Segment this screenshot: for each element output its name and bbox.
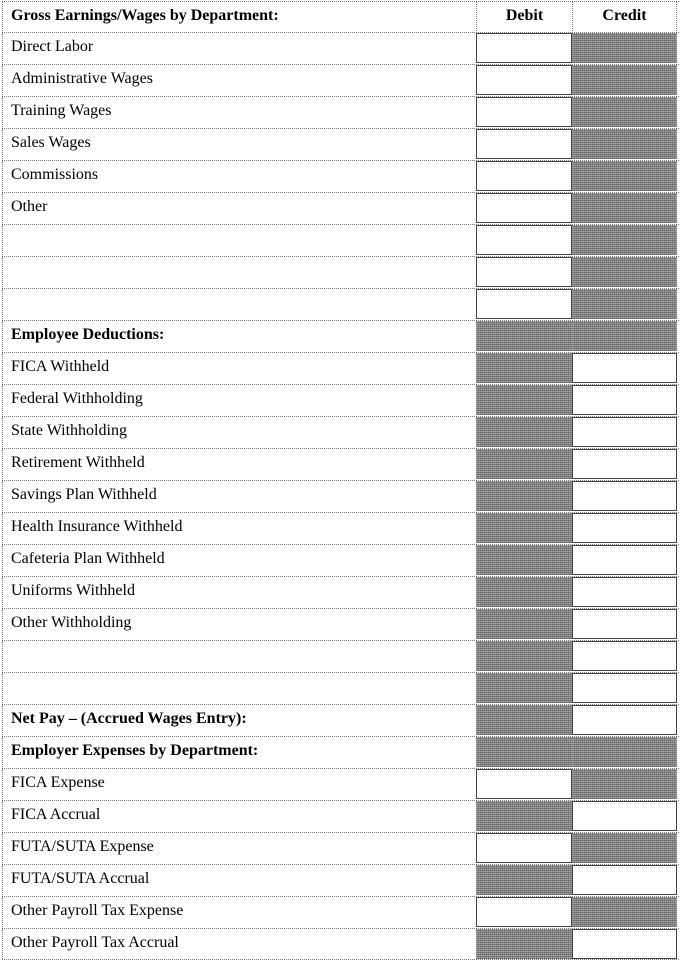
table-row xyxy=(2,352,679,383)
table-row xyxy=(2,128,679,159)
debit-entry-field[interactable] xyxy=(476,161,572,191)
section-header-row xyxy=(2,736,679,767)
table-row xyxy=(2,864,679,895)
debit-shaded-cell xyxy=(476,417,572,447)
table-row xyxy=(2,64,679,95)
row-label xyxy=(2,257,476,287)
credit-entry-field[interactable] xyxy=(572,481,677,511)
row-label xyxy=(2,641,476,671)
credit-shaded-cell xyxy=(572,289,677,319)
credit-entry-field[interactable] xyxy=(572,545,677,575)
table-row xyxy=(2,192,679,223)
debit-entry-field[interactable] xyxy=(476,897,572,927)
table-row xyxy=(2,224,679,255)
row-label: Health Insurance Withheld xyxy=(2,513,476,543)
debit-shaded-cell xyxy=(476,321,572,351)
payroll-journal-form xyxy=(2,1,679,961)
credit-shaded-cell xyxy=(572,33,677,63)
table-row xyxy=(2,416,679,447)
row-label: Other xyxy=(2,193,476,223)
credit-shaded-cell xyxy=(572,737,677,767)
debit-shaded-cell xyxy=(476,641,572,671)
credit-entry-field[interactable] xyxy=(572,385,677,415)
table-header-row xyxy=(2,1,679,31)
table-row xyxy=(2,448,679,479)
section-title: Employee Deductions: xyxy=(2,321,476,351)
row-label: Uniforms Withheld xyxy=(2,577,476,607)
debit-entry-field[interactable] xyxy=(476,97,572,127)
credit-shaded-cell xyxy=(572,769,677,799)
credit-shaded-cell xyxy=(572,65,677,95)
row-label: Direct Labor xyxy=(2,33,476,63)
credit-shaded-cell xyxy=(572,225,677,255)
table-row xyxy=(2,96,679,127)
credit-shaded-cell xyxy=(572,257,677,287)
credit-shaded-cell xyxy=(572,161,677,191)
row-label: Commissions xyxy=(2,161,476,191)
table-row xyxy=(2,640,679,671)
debit-entry-field[interactable] xyxy=(476,769,572,799)
credit-entry-field[interactable] xyxy=(572,609,677,639)
row-label: Federal Withholding xyxy=(2,385,476,415)
row-label: FUTA/SUTA Expense xyxy=(2,833,476,863)
credit-entry-field[interactable] xyxy=(572,417,677,447)
debit-entry-field[interactable] xyxy=(476,225,572,255)
credit-entry-field[interactable] xyxy=(572,865,677,895)
debit-shaded-cell xyxy=(476,609,572,639)
row-label xyxy=(2,673,476,703)
row-label: FICA Withheld xyxy=(2,353,476,383)
credit-shaded-cell xyxy=(572,321,677,351)
debit-shaded-cell xyxy=(476,737,572,767)
row-label: FICA Accrual xyxy=(2,801,476,831)
row-label: Administrative Wages xyxy=(2,65,476,95)
row-label: Other Payroll Tax Expense xyxy=(2,897,476,927)
section-header-row xyxy=(2,320,679,351)
debit-entry-field[interactable] xyxy=(476,129,572,159)
credit-entry-field[interactable] xyxy=(572,449,677,479)
debit-shaded-cell xyxy=(476,449,572,479)
table-row xyxy=(2,512,679,543)
debit-shaded-cell xyxy=(476,353,572,383)
row-label: Retirement Withheld xyxy=(2,449,476,479)
credit-entry-field[interactable] xyxy=(572,577,677,607)
row-label: State Withholding xyxy=(2,417,476,447)
journal-rows xyxy=(2,32,679,960)
credit-shaded-cell xyxy=(572,897,677,927)
credit-entry-field[interactable] xyxy=(572,705,677,735)
credit-entry-field[interactable] xyxy=(572,641,677,671)
table-row xyxy=(2,800,679,831)
debit-shaded-cell xyxy=(476,865,572,895)
table-row xyxy=(2,384,679,415)
section-title: Net Pay – (Accrued Wages Entry): xyxy=(2,705,476,735)
row-label xyxy=(2,225,476,255)
row-label: Other Payroll Tax Accrual xyxy=(2,929,476,959)
table-row xyxy=(2,32,679,63)
credit-shaded-cell xyxy=(572,833,677,863)
credit-entry-field[interactable] xyxy=(572,353,677,383)
debit-shaded-cell xyxy=(476,929,572,959)
debit-shaded-cell xyxy=(476,577,572,607)
row-label: Savings Plan Withheld xyxy=(2,481,476,511)
table-row xyxy=(2,576,679,607)
section-header-row xyxy=(2,704,679,735)
credit-entry-field[interactable] xyxy=(572,929,677,959)
table-row xyxy=(2,672,679,703)
table-row xyxy=(2,288,679,319)
row-label: Other Withholding xyxy=(2,609,476,639)
debit-shaded-cell xyxy=(476,513,572,543)
row-label: Training Wages xyxy=(2,97,476,127)
credit-column-header: Credit xyxy=(572,2,677,31)
debit-entry-field[interactable] xyxy=(476,257,572,287)
table-row xyxy=(2,832,679,863)
debit-entry-field[interactable] xyxy=(476,65,572,95)
table-row xyxy=(2,896,679,927)
table-row xyxy=(2,256,679,287)
row-label: FUTA/SUTA Accrual xyxy=(2,865,476,895)
table-row xyxy=(2,544,679,575)
debit-column-header: Debit xyxy=(476,2,572,31)
debit-entry-field[interactable] xyxy=(476,193,572,223)
credit-shaded-cell xyxy=(572,129,677,159)
section-title-gross-earnings: Gross Earnings/Wages by Department: xyxy=(2,2,476,31)
debit-entry-field[interactable] xyxy=(476,289,572,319)
debit-shaded-cell xyxy=(476,385,572,415)
credit-shaded-cell xyxy=(572,97,677,127)
debit-shaded-cell xyxy=(476,481,572,511)
table-row xyxy=(2,608,679,639)
debit-shaded-cell xyxy=(476,545,572,575)
row-label: Sales Wages xyxy=(2,129,476,159)
credit-shaded-cell xyxy=(572,193,677,223)
debit-shaded-cell xyxy=(476,673,572,703)
credit-entry-field[interactable] xyxy=(572,513,677,543)
debit-shaded-cell xyxy=(476,705,572,735)
row-label: FICA Expense xyxy=(2,769,476,799)
table-row xyxy=(2,928,679,960)
table-row xyxy=(2,768,679,799)
row-label: Cafeteria Plan Withheld xyxy=(2,545,476,575)
table-row xyxy=(2,160,679,191)
row-label xyxy=(2,289,476,319)
credit-entry-field[interactable] xyxy=(572,673,677,703)
table-row xyxy=(2,480,679,511)
credit-entry-field[interactable] xyxy=(572,801,677,831)
section-title: Employer Expenses by Department: xyxy=(2,737,476,767)
debit-entry-field[interactable] xyxy=(476,33,572,63)
debit-entry-field[interactable] xyxy=(476,833,572,863)
debit-shaded-cell xyxy=(476,801,572,831)
